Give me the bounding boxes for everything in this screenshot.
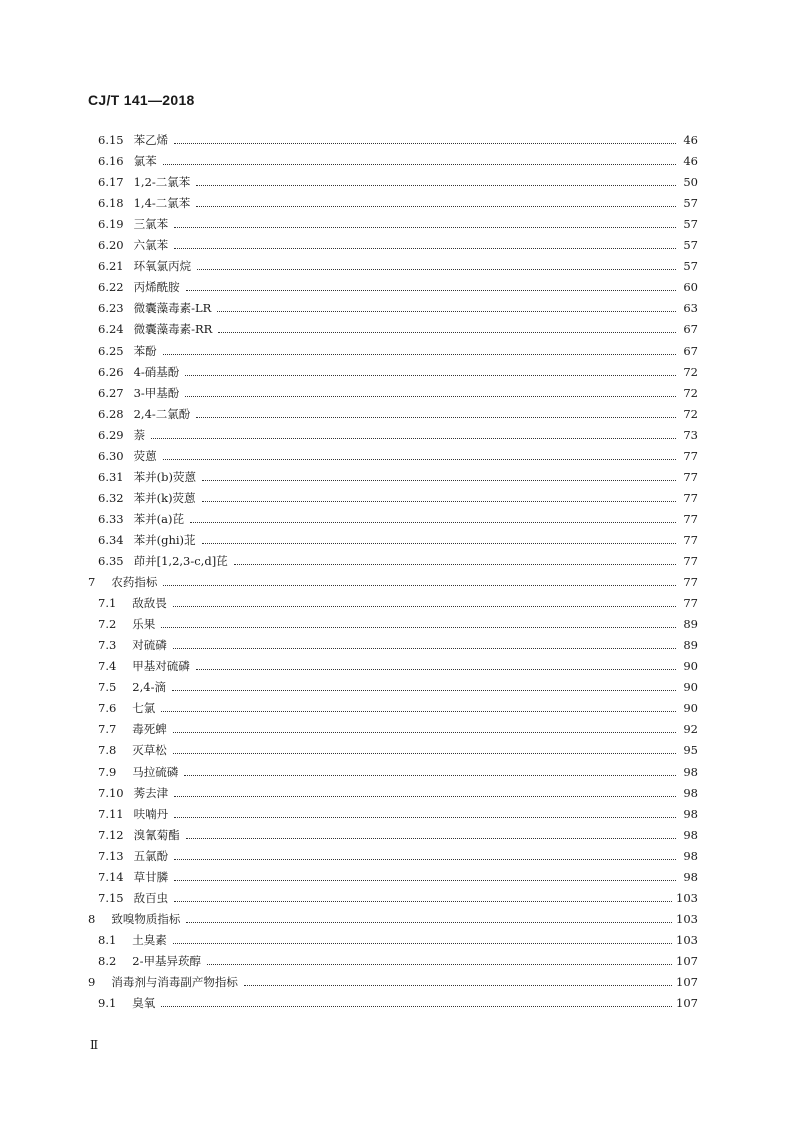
toc-entry-number: 7.14 <box>98 869 124 884</box>
toc-entry-number: 6.19 <box>98 217 124 232</box>
toc-entry[interactable] <box>98 127 698 147</box>
toc-dot-leader <box>218 332 676 333</box>
toc-dot-leader <box>163 459 676 460</box>
toc-entry-number: 6.31 <box>98 469 124 484</box>
toc-entry-number: 6.34 <box>98 532 124 547</box>
toc-entry-page: 103 <box>676 911 698 926</box>
toc-entry-number: 9 <box>88 975 96 989</box>
toc-entry-title: 1,4-二氯苯 <box>133 196 191 211</box>
toc-dot-leader <box>244 985 672 986</box>
toc-entry-page: 72 <box>683 364 698 379</box>
toc-entry-title: 丙烯酰胺 <box>133 280 180 295</box>
toc-entry-page: 90 <box>683 659 698 674</box>
toc-entry-title: 荧蒽 <box>133 448 157 463</box>
toc-dot-leader <box>202 543 676 544</box>
toc-entry-number: 7.10 <box>98 785 124 800</box>
toc-entry-title: 苯并(ghi)苝 <box>133 532 196 547</box>
toc-entry-number: 6.20 <box>98 238 124 253</box>
toc-entry-page: 89 <box>683 617 698 632</box>
toc-entry-title: 土臭素 <box>132 932 167 947</box>
toc-entry[interactable] <box>98 401 698 421</box>
toc-entry-page: 73 <box>683 427 698 442</box>
toc-entry[interactable] <box>88 969 698 989</box>
toc-entry[interactable] <box>98 506 698 526</box>
toc-entry[interactable] <box>98 169 698 189</box>
toc-dot-leader <box>217 311 676 312</box>
toc-entry-title: 敌百虫 <box>133 890 169 905</box>
toc-dot-leader <box>196 417 676 418</box>
toc-entry-title: 2-甲基异莰醇 <box>132 953 201 968</box>
toc-entry-page: 98 <box>683 764 698 779</box>
toc-dot-leader <box>163 585 676 586</box>
toc-entry[interactable] <box>98 485 698 505</box>
toc-entry-page: 89 <box>683 638 698 653</box>
toc-entry-page: 77 <box>683 554 698 568</box>
toc-entry-title: 七氯 <box>132 701 156 716</box>
toc-entry-page: 90 <box>683 680 698 695</box>
toc-dot-leader <box>196 669 676 670</box>
toc-entry-title: 溴氰菊酯 <box>133 827 180 842</box>
toc-entry[interactable] <box>98 211 698 231</box>
toc-dot-leader <box>173 648 676 649</box>
toc-entry[interactable] <box>98 190 698 210</box>
toc-entry-number: 6.30 <box>98 448 124 463</box>
toc-dot-leader <box>174 796 676 797</box>
toc-entry-title: 臭氧 <box>132 996 156 1011</box>
toc-entry[interactable] <box>98 464 698 484</box>
toc-entry[interactable] <box>98 780 698 800</box>
toc-entry-page: 77 <box>683 490 698 505</box>
toc-dot-leader <box>161 711 676 712</box>
toc-entry-page: 77 <box>683 469 698 484</box>
toc-entry[interactable] <box>98 801 698 821</box>
toc-entry[interactable] <box>98 695 698 715</box>
toc-entry-number: 7.5 <box>98 680 117 695</box>
toc-dot-leader <box>196 206 676 207</box>
toc-dot-leader <box>174 143 676 144</box>
toc-entry-page: 98 <box>683 806 698 821</box>
toc-entry-number: 7.11 <box>98 806 124 821</box>
toc-entry[interactable] <box>98 716 698 736</box>
toc-entry[interactable] <box>98 148 698 168</box>
toc-entry-title: 莠去津 <box>133 785 169 800</box>
toc-entry-number: 7.9 <box>98 764 117 779</box>
toc-entry[interactable] <box>98 359 698 379</box>
toc-dot-leader <box>173 753 676 754</box>
toc-entry[interactable] <box>88 569 698 589</box>
toc-entry-title: 致嗅物质指标 <box>111 911 181 926</box>
toc-entry-title: 五氯酚 <box>133 848 169 863</box>
toc-dot-leader <box>151 438 676 439</box>
toc-entry-number: 7.13 <box>98 848 124 863</box>
toc-entry-title: 敌敌畏 <box>132 596 167 611</box>
toc-entry[interactable] <box>98 338 698 358</box>
toc-entry-title: 1,2-二氯苯 <box>133 175 191 190</box>
toc-entry[interactable] <box>98 611 698 631</box>
toc-entry[interactable] <box>98 843 698 863</box>
toc-entry-number: 6.25 <box>98 343 124 358</box>
toc-entry-page: 95 <box>683 743 698 758</box>
toc-entry-title: 苯酚 <box>133 343 157 358</box>
toc-entry-title: 苯并(b)荧蒽 <box>133 469 196 484</box>
toc-entry-page: 90 <box>683 701 698 716</box>
toc-entry-page: 77 <box>683 575 698 590</box>
toc-entry-page: 77 <box>683 511 698 526</box>
toc-entry-page: 107 <box>676 953 698 968</box>
toc-dot-leader <box>186 838 676 839</box>
toc-entry-number: 6.18 <box>98 196 124 211</box>
toc-entry-number: 7.8 <box>98 743 117 758</box>
toc-entry-title: 消毒剂与消毒副产物指标 <box>111 975 238 989</box>
toc-entry[interactable] <box>98 990 698 1010</box>
toc-entry-title: 2,4-二氯酚 <box>133 406 191 421</box>
toc-entry-page: 98 <box>683 785 698 800</box>
toc-dot-leader <box>161 1006 672 1007</box>
toc-entry-title: 3-甲基酚 <box>133 385 180 400</box>
toc-entry-page: 63 <box>683 301 698 316</box>
toc-entry-number: 8.1 <box>98 932 117 947</box>
toc-entry-page: 50 <box>683 175 698 190</box>
toc-dot-leader <box>196 185 676 186</box>
toc-entry-number: 6.33 <box>98 511 124 526</box>
toc-entry-page: 57 <box>683 217 698 232</box>
toc-entry-number: 7.3 <box>98 638 117 653</box>
toc-dot-leader <box>234 564 676 565</box>
document-code-header: CJ/T 141—2018 <box>88 92 195 108</box>
toc-entry-page: 103 <box>676 932 698 947</box>
toc-entry-title: 草甘膦 <box>133 869 169 884</box>
toc-entry-number: 7.15 <box>98 890 124 905</box>
toc-entry[interactable] <box>98 316 698 336</box>
toc-entry[interactable] <box>98 590 698 610</box>
toc-entry-title: 呋喃丹 <box>133 806 169 821</box>
toc-entry[interactable] <box>98 295 698 315</box>
toc-entry-title: 灭草松 <box>132 743 167 758</box>
toc-dot-leader <box>174 880 676 881</box>
toc-dot-leader <box>184 775 676 776</box>
toc-entry-title: 马拉硫磷 <box>132 764 179 779</box>
toc-entry-number: 7.1 <box>98 596 117 611</box>
toc-entry-page: 98 <box>683 869 698 884</box>
toc-entry-number: 9.1 <box>98 996 117 1011</box>
toc-entry[interactable] <box>98 759 698 779</box>
toc-entry-number: 6.15 <box>98 133 124 147</box>
toc-entry-title: 4-硝基酚 <box>133 364 180 379</box>
toc-entry-page: 46 <box>683 133 698 147</box>
toc-entry-page: 107 <box>676 996 698 1011</box>
toc-entry-title: 苯并(k)荧蒽 <box>133 490 196 505</box>
toc-entry-number: 6.27 <box>98 385 124 400</box>
toc-entry[interactable] <box>98 632 698 652</box>
toc-entry-title: 2,4-滴 <box>132 680 166 695</box>
toc-entry[interactable] <box>98 885 698 905</box>
toc-entry-page: 77 <box>683 532 698 547</box>
toc-entry-page: 67 <box>683 343 698 358</box>
toc-entry-number: 6.21 <box>98 259 124 274</box>
toc-entry-title: 微囊藻毒素-RR <box>133 322 213 337</box>
toc-entry-page: 98 <box>683 848 698 863</box>
toc-dot-leader <box>161 627 676 628</box>
toc-entry-title: 茚并[1,2,3-c,d]芘 <box>133 554 228 568</box>
toc-entry[interactable] <box>98 653 698 673</box>
toc-entry-title: 六氯苯 <box>133 238 169 253</box>
toc-entry-page: 98 <box>683 827 698 842</box>
toc-entry[interactable] <box>98 380 698 400</box>
toc-entry-number: 7.12 <box>98 827 124 842</box>
toc-entry[interactable] <box>98 253 698 273</box>
toc-dot-leader <box>174 227 676 228</box>
toc-entry-title: 农药指标 <box>111 575 158 590</box>
toc-dot-leader <box>172 690 676 691</box>
toc-dot-leader <box>174 859 676 860</box>
toc-entry-number: 6.16 <box>98 154 124 169</box>
toc-entry[interactable] <box>98 948 698 968</box>
toc-entry[interactable] <box>98 527 698 547</box>
toc-entry-title: 萘 <box>133 427 146 442</box>
toc-dot-leader <box>186 290 676 291</box>
toc-entry-number: 6.29 <box>98 427 124 442</box>
toc-dot-leader <box>197 269 676 270</box>
toc-dot-leader <box>163 164 676 165</box>
toc-entry-number: 8 <box>88 911 96 926</box>
toc-entry-title: 苯乙烯 <box>133 133 169 147</box>
toc-entry-number: 6.32 <box>98 490 124 505</box>
toc-entry-page: 77 <box>683 448 698 463</box>
toc-entry-number: 6.28 <box>98 406 124 421</box>
toc-entry-page: 57 <box>683 196 698 211</box>
toc-entry-page: 77 <box>683 596 698 611</box>
toc-entry-title: 对硫磷 <box>132 638 167 653</box>
toc-dot-leader <box>202 501 676 502</box>
toc-entry-page: 60 <box>683 280 698 295</box>
toc-entry-page: 57 <box>683 238 698 253</box>
toc-dot-leader <box>174 817 676 818</box>
toc-dot-leader <box>186 922 672 923</box>
toc-dot-leader <box>163 354 676 355</box>
toc-entry-number: 8.2 <box>98 953 117 968</box>
toc-entry-page: 72 <box>683 406 698 421</box>
toc-entry[interactable] <box>98 548 698 568</box>
toc-dot-leader <box>173 943 672 944</box>
toc-entry-title: 三氯苯 <box>133 217 169 232</box>
toc-entry[interactable] <box>88 906 698 926</box>
toc-entry[interactable] <box>98 864 698 884</box>
toc-entry-number: 6.26 <box>98 364 124 379</box>
toc-entry-title: 氯苯 <box>133 154 157 169</box>
toc-dot-leader <box>174 248 676 249</box>
toc-dot-leader <box>207 964 672 965</box>
toc-entry-title: 环氧氯丙烷 <box>133 259 192 274</box>
toc-entry-number: 6.24 <box>98 322 124 337</box>
toc-dot-leader <box>202 480 676 481</box>
toc-dot-leader <box>173 732 676 733</box>
toc-entry-number: 6.17 <box>98 175 124 190</box>
toc-entry-title: 微囊藻毒素-LR <box>133 301 212 316</box>
toc-entry[interactable] <box>98 274 698 294</box>
toc-entry-title: 苯并(a)芘 <box>133 511 184 526</box>
page-number-footer: Ⅱ <box>90 1038 99 1052</box>
toc-dot-leader <box>174 901 672 902</box>
toc-entry-number: 7.7 <box>98 722 117 737</box>
toc-entry-number: 6.35 <box>98 554 124 568</box>
toc-entry-page: 92 <box>683 722 698 737</box>
toc-dot-leader <box>190 522 676 523</box>
toc-entry[interactable] <box>98 927 698 947</box>
toc-entry[interactable] <box>98 422 698 442</box>
toc-entry-number: 7 <box>88 575 96 590</box>
toc-entry-page: 72 <box>683 385 698 400</box>
toc-entry-page: 107 <box>676 975 698 989</box>
toc-entry-title: 甲基对硫磷 <box>132 659 190 674</box>
toc-entry[interactable] <box>98 737 698 757</box>
toc-entry-page: 67 <box>683 322 698 337</box>
toc-entry-page: 103 <box>676 890 698 905</box>
toc-entry-number: 7.4 <box>98 659 117 674</box>
toc-entry-number: 7.6 <box>98 701 117 716</box>
toc-entry-number: 6.23 <box>98 301 124 316</box>
toc-entry-page: 46 <box>683 154 698 169</box>
toc-dot-leader <box>185 375 676 376</box>
toc-dot-leader <box>185 396 676 397</box>
toc-entry-page: 57 <box>683 259 698 274</box>
toc-entry[interactable] <box>98 232 698 252</box>
toc-entry[interactable] <box>98 674 698 694</box>
toc-entry[interactable] <box>98 822 698 842</box>
toc-entry[interactable] <box>98 443 698 463</box>
toc-entry-title: 乐果 <box>132 617 156 632</box>
toc-entry-number: 6.22 <box>98 280 124 295</box>
toc-entry-title: 毒死蜱 <box>132 722 167 737</box>
toc-dot-leader <box>173 606 676 607</box>
toc-entry-number: 7.2 <box>98 617 117 632</box>
